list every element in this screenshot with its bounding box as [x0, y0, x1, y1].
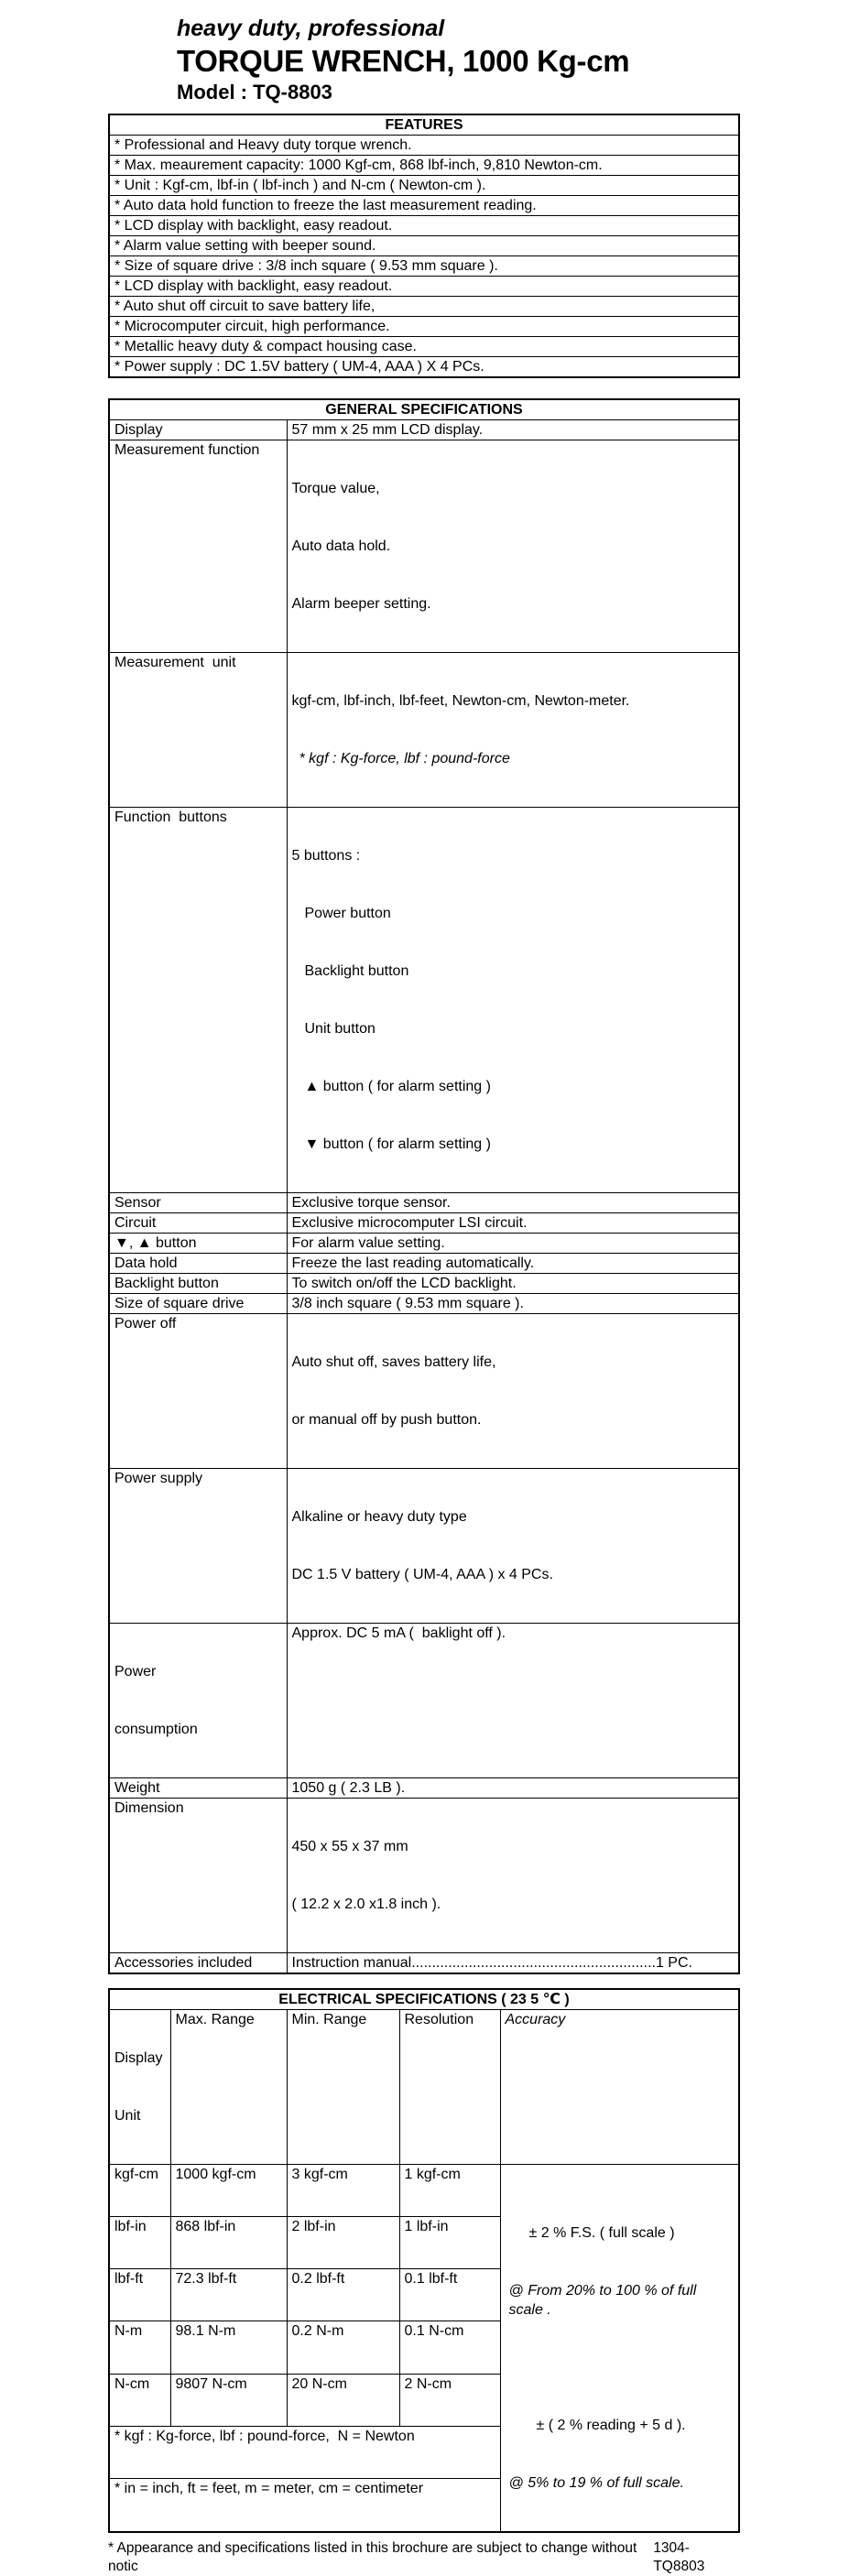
table-row	[109, 808, 739, 1193]
table-row	[109, 2165, 739, 2217]
accuracy-cell	[500, 2165, 739, 2533]
elec-cell-res: 2 N-cm	[399, 2374, 500, 2426]
spec-value	[287, 653, 739, 808]
table-row	[109, 1799, 739, 1953]
elec-cell-res: 1 lbf-in	[399, 2217, 500, 2269]
general-specs-table	[108, 398, 740, 1974]
accuracy-line: @ From 20% to 100 % of full scale .	[508, 2283, 701, 2318]
elec-cell-unit: lbf-ft	[109, 2269, 170, 2321]
spec-value-line: Alkaline or heavy duty type	[291, 1509, 467, 1525]
spec-label: Sensor	[109, 1193, 287, 1213]
model-number: Model : TQ-8803	[177, 81, 332, 103]
table-row	[109, 420, 739, 440]
spec-value	[287, 1254, 739, 1274]
table-row	[109, 357, 739, 378]
spec-value-subitem: ▼ button ( for alarm setting )	[304, 1136, 491, 1152]
spec-value-subitem: Power button	[304, 906, 391, 921]
features-title: FEATURES	[109, 114, 739, 136]
feature-item: * Max. meaurement capacity: 1000 Kgf-cm, 868 lbf-inch, 9,810 Newton-cm.	[109, 156, 739, 176]
table-row	[109, 1294, 739, 1314]
elec-cell-unit: N-cm	[109, 2374, 170, 2426]
table-row	[109, 256, 739, 277]
elec-cell-res: 0.1 lbf-ft	[399, 2269, 500, 2321]
spec-value-line: or manual off by push button.	[291, 1412, 482, 1428]
spec-label: Measurement function	[109, 440, 287, 653]
col-header-line: Unit	[114, 2108, 141, 2124]
table-row	[109, 277, 739, 297]
feature-item: * LCD display with backlight, easy readout.	[109, 216, 739, 236]
accuracy-line: ± ( 2 % reading + 5 d ).	[536, 2418, 686, 2433]
table-row	[109, 1953, 739, 1974]
table-row	[109, 1213, 739, 1234]
elec-cell-min: 0.2 N-m	[287, 2321, 399, 2374]
spec-value	[287, 1778, 739, 1799]
spec-label: Circuit	[109, 1213, 287, 1234]
electrical-specs-title: ELECTRICAL SPECIFICATIONS ( 23 5 ℃ )	[109, 1989, 739, 2010]
elec-cell-min: 0.2 lbf-ft	[287, 2269, 399, 2321]
elec-cell-max: 98.1 N-m	[170, 2321, 287, 2374]
spec-value-note: * kgf : Kg-force, lbf : pound-force	[299, 751, 510, 766]
spec-label: Power off	[109, 1314, 287, 1469]
feature-item: * LCD display with backlight, easy readout.	[109, 277, 739, 297]
elec-cell-min: 3 kgf-cm	[287, 2165, 399, 2217]
table-row	[109, 136, 739, 156]
spec-value-line: DC 1.5 V battery ( UM-4, AAA ) x 4 PCs.	[291, 1567, 553, 1582]
table-row	[109, 1274, 739, 1294]
spec-value-line: 5 buttons :	[291, 848, 361, 864]
table-row	[109, 114, 739, 136]
spec-value-line: To switch on/off the LCD backlight.	[291, 1276, 517, 1291]
spec-value-subitem: Backlight button	[304, 963, 409, 979]
table-row	[109, 1314, 739, 1469]
spec-value	[287, 1953, 739, 1974]
spec-value-line: For alarm value setting.	[291, 1235, 445, 1251]
spec-label: Data hold	[109, 1254, 287, 1274]
feature-item: * Size of square drive : 3/8 inch square ( 9.53 mm square ).	[109, 256, 739, 277]
spec-value-line: Exclusive torque sensor.	[291, 1195, 451, 1211]
spec-value-line: Approx. DC 5 mA ( baklight off ).	[291, 1625, 506, 1641]
elec-cell-max: 1000 kgf-cm	[170, 2165, 287, 2217]
spec-label: Dimension	[109, 1799, 287, 1953]
table-row	[109, 236, 739, 256]
table-row	[109, 1193, 739, 1213]
elec-cell-unit: N-m	[109, 2321, 170, 2374]
feature-item: * Microcomputer circuit, high performance.	[109, 317, 739, 337]
table-row	[109, 297, 739, 317]
spec-value	[287, 440, 739, 653]
elec-cell-unit: lbf-in	[109, 2217, 170, 2269]
col-header-max-range: Max. Range	[170, 2010, 287, 2165]
spec-label: Power supply	[109, 1469, 287, 1624]
electrical-specs-table	[108, 1988, 740, 2533]
table-row	[109, 337, 739, 357]
col-header-min-range: Min. Range	[287, 2010, 399, 2165]
accuracy-line: ± 2 % F.S. ( full scale )	[528, 2225, 675, 2241]
feature-item: * Unit : Kgf-cm, lbf-in ( lbf-inch ) and N-cm ( Newton-cm ).	[109, 176, 739, 196]
col-header-resolution: Resolution	[399, 2010, 500, 2165]
spec-label: Function buttons	[109, 808, 287, 1193]
accuracy-line: @ 5% to 19 % of full scale.	[508, 2475, 684, 2491]
elec-cell-res: 1 kgf-cm	[399, 2165, 500, 2217]
spec-value-subitem: ▲ button ( for alarm setting )	[304, 1079, 491, 1094]
spec-value	[287, 1314, 739, 1469]
table-row	[109, 1254, 739, 1274]
spec-value	[287, 1234, 739, 1254]
document-header	[177, 0, 849, 105]
table-row	[109, 156, 739, 176]
spec-label: Backlight button	[109, 1274, 287, 1294]
feature-item: * Professional and Heavy duty torque wrench.	[109, 136, 739, 156]
spec-value	[287, 1624, 739, 1778]
page-title: TORQUE WRENCH, 1000 Kg-cm	[177, 44, 630, 78]
spec-value-line: 57 mm x 25 mm LCD display.	[291, 422, 484, 438]
elec-cell-min: 20 N-cm	[287, 2374, 399, 2426]
col-header-accuracy: Accuracy	[500, 2010, 739, 2165]
table-row	[109, 653, 739, 808]
spec-label: Weight	[109, 1778, 287, 1799]
elec-cell-min: 2 lbf-in	[287, 2217, 399, 2269]
elec-cell-res: 0.1 N-cm	[399, 2321, 500, 2374]
accuracy-spacer	[506, 2358, 735, 2377]
table-row	[109, 2010, 739, 2165]
elec-cell-max: 9807 N-cm	[170, 2374, 287, 2426]
spec-value	[287, 808, 739, 1193]
elec-cell-max: 868 lbf-in	[170, 2217, 287, 2269]
spec-value-line: 3/8 inch square ( 9.53 mm square ).	[291, 1296, 524, 1311]
spec-value-line: Exclusive microcomputer LSI circuit.	[291, 1215, 528, 1231]
general-specs-title: GENERAL SPECIFICATIONS	[109, 399, 739, 420]
spec-label: Measurement unit	[109, 653, 287, 808]
doc-code: 1304-TQ8803	[653, 2540, 705, 2574]
table-row	[109, 399, 739, 420]
spec-value-line: Freeze the last reading automatically.	[291, 1255, 535, 1271]
spec-value	[287, 1469, 739, 1624]
spec-value-line: kgf-cm, lbf-inch, lbf-feet, Newton-cm, Newton-meter.	[291, 693, 630, 709]
table-row	[109, 1778, 739, 1799]
feature-item: * Auto shut off circuit to save battery life,	[109, 297, 739, 317]
spec-value-line: 1050 g ( 2.3 LB ).	[291, 1780, 406, 1796]
feature-item: * Auto data hold function to freeze the last measurement reading.	[109, 196, 739, 216]
elec-cell-unit: kgf-cm	[109, 2165, 170, 2217]
spec-value-line: Alarm beeper setting.	[291, 596, 431, 612]
table-row	[109, 1469, 739, 1624]
table-row	[109, 176, 739, 196]
spec-label: Accessories included	[109, 1953, 287, 1974]
table-row	[109, 1989, 739, 2010]
feature-item: * Metallic heavy duty & compact housing case.	[109, 337, 739, 357]
table-row	[109, 317, 739, 337]
spec-value	[287, 1294, 739, 1314]
spec-value	[287, 1799, 739, 1953]
spec-label-line: consumption	[114, 1722, 198, 1737]
footer-note: * Appearance and specifications listed in this brochure are subject to change without notic	[108, 2540, 637, 2574]
spec-value	[287, 420, 739, 440]
spec-value-line: Torque value,	[291, 481, 380, 496]
spec-value-line: Auto shut off, saves battery life,	[291, 1354, 496, 1370]
page-footer	[108, 2539, 738, 2576]
table-row	[109, 216, 739, 236]
header-tagline: heavy duty, professional	[177, 16, 445, 41]
features-table	[108, 114, 740, 378]
feature-item: * Alarm value setting with beeper sound.	[109, 236, 739, 256]
elec-cell-max: 72.3 lbf-ft	[170, 2269, 287, 2321]
elec-footnote: * kgf : Kg-force, lbf : pound-force, N = Newton	[109, 2426, 500, 2478]
spec-label	[109, 1624, 287, 1778]
spec-label: Display	[109, 420, 287, 440]
spec-label: Size of square drive	[109, 1294, 287, 1314]
spec-label: ▼, ▲ button	[109, 1234, 287, 1254]
feature-item: * Power supply : DC 1.5V battery ( UM-4, AAA ) X 4 PCs.	[109, 357, 739, 378]
spec-value-line: Instruction manual............................................................1 PC.	[291, 1955, 692, 1971]
table-row	[109, 196, 739, 216]
spec-value	[287, 1274, 739, 1294]
spec-value-line: 450 x 55 x 37 mm	[291, 1839, 408, 1854]
col-header-display-unit	[109, 2010, 170, 2165]
spec-value	[287, 1193, 739, 1213]
spec-value-subitem: Unit button	[304, 1021, 376, 1037]
spec-value	[287, 1213, 739, 1234]
spec-value-line: ( 12.2 x 2.0 x1.8 inch ).	[291, 1897, 441, 1912]
table-row	[109, 1624, 739, 1778]
spec-label-line: Power	[114, 1664, 157, 1679]
col-header-line: Display	[114, 2050, 163, 2066]
elec-footnote: * in = inch, ft = feet, m = meter, cm = centimeter	[109, 2478, 500, 2532]
table-row	[109, 440, 739, 653]
table-row	[109, 1234, 739, 1254]
spec-value-line: Auto data hold.	[291, 538, 391, 554]
